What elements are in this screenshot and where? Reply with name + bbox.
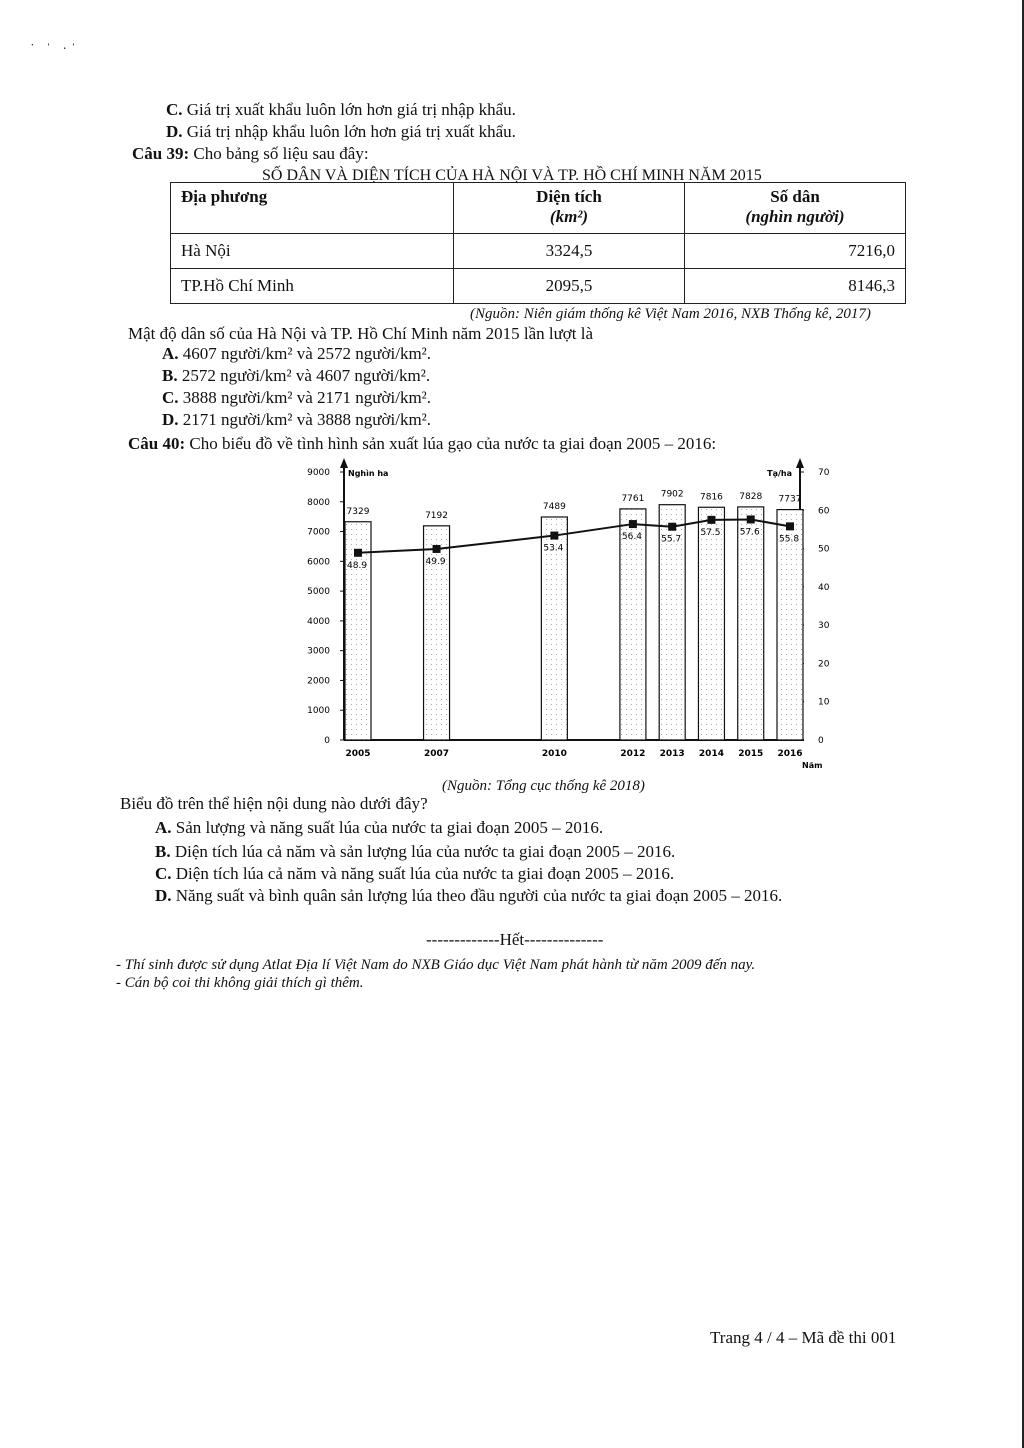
q39-heading (132, 144, 369, 164)
right-axis-arrow (796, 458, 804, 468)
table-source: (Nguồn: Niên giám thống kê Việt Nam 2016, NXB Thống kê, 2017) (470, 306, 871, 322)
option-letter: B. (155, 842, 171, 861)
option-letter: A. (162, 344, 179, 363)
option-text: 2572 người/km² và 4607 người/km². (181, 366, 431, 385)
cell-population: 8146,3 (685, 269, 906, 304)
x-axis-label: Năm (802, 761, 823, 770)
left-tick-label: 0 (324, 736, 330, 746)
cell-place: Hà Nội (171, 234, 454, 269)
q40-heading (128, 434, 716, 454)
category-label: 2007 (424, 749, 450, 759)
left-tick-label: 7000 (307, 527, 330, 538)
question-label: Câu 40: (128, 434, 186, 453)
note-proctor: - Cán bộ coi thi không giải thích gì thêm. (116, 975, 364, 991)
bar-value-label: 7902 (660, 489, 684, 500)
option-letter: C. (155, 864, 172, 883)
q38-option-d (166, 122, 516, 142)
bar-value-label: 7737 (778, 494, 802, 505)
q38-option-c (166, 100, 516, 120)
option-letter: C. (162, 388, 179, 407)
bar-value-label: 7761 (621, 493, 645, 504)
option-letter: A. (155, 818, 172, 837)
end-marker: -------------Hết-------------- (426, 930, 604, 949)
bar-value-label: 7489 (542, 501, 566, 512)
note-atlat: - Thí sinh được sử dụng Atlat Địa lí Việt Nam do NXB Giáo dục Việt Nam phát hành từ năm 2009 đến nay. (116, 957, 756, 973)
population-area-table (170, 182, 906, 304)
category-label: 2012 (620, 749, 646, 759)
bar (738, 507, 764, 740)
right-axis-label: Tạ/ha (767, 469, 792, 478)
category-label: 2015 (738, 749, 764, 759)
table-header-row (171, 183, 906, 234)
option-text: Năng suất và bình quân sản lượng lúa theo đầu người của nước ta giai đoạn 2005 – 2016. (175, 886, 783, 905)
yield-line (358, 519, 790, 552)
question-prompt: Cho biểu đồ về tình hình sản xuất lúa gạo của nước ta giai đoạn 2005 – 2016: (189, 434, 717, 453)
option-text: Diện tích lúa cả năm và sản lượng lúa của nước ta giai đoạn 2005 – 2016. (174, 842, 676, 861)
option-letter: D. (162, 410, 179, 429)
cell-area: 3324,5 (454, 234, 685, 269)
option-text: 4607 người/km² và 2572 người/km². (182, 344, 432, 363)
yield-point (668, 523, 676, 531)
rice-production-chart (300, 458, 840, 776)
option-letter: D. (166, 122, 183, 141)
yield-value-label: 48.9 (347, 560, 368, 571)
right-tick-label: 70 (818, 468, 830, 478)
chart-source: (Nguồn: Tổng cục thống kê 2018) (442, 778, 645, 794)
right-tick-label: 0 (818, 736, 824, 746)
left-tick-label: 8000 (307, 497, 330, 508)
yield-value-label: 55.8 (779, 534, 800, 545)
left-tick-label: 5000 (307, 587, 330, 598)
yield-value-label: 57.6 (739, 527, 760, 538)
bar-value-label: 7192 (425, 510, 448, 521)
yield-point (550, 532, 558, 540)
q39-option-c (162, 388, 431, 408)
left-tick-label: 6000 (307, 557, 330, 568)
option-letter: D. (155, 886, 172, 905)
cell-area: 2095,5 (454, 269, 685, 304)
left-axis-arrow (340, 458, 348, 468)
option-text: Sản lượng và năng suất lúa của nước ta giai đoạn 2005 – 2016. (175, 818, 604, 837)
q39-option-d (162, 410, 431, 430)
question-prompt: Cho bảng số liệu sau đây: (193, 144, 369, 163)
yield-point (354, 549, 362, 557)
header-area-title: Diện tích (536, 187, 602, 206)
right-tick-label: 40 (818, 582, 830, 593)
bar-value-label: 7329 (346, 506, 370, 517)
q39-option-b (162, 366, 430, 386)
yield-value-label: 56.4 (621, 532, 642, 543)
left-tick-label: 9000 (307, 468, 330, 478)
option-letter: C. (166, 100, 183, 119)
page-footer: Trang 4 / 4 – Mã đề thi 001 (710, 1328, 897, 1347)
option-text: Diện tích lúa cả năm và năng suất lúa của nước ta giai đoạn 2005 – 2016. (175, 864, 675, 883)
yield-point (433, 545, 441, 553)
option-letter: B. (162, 366, 178, 385)
q39-option-a (162, 344, 431, 364)
q39-question: Mật độ dân số của Hà Nội và TP. Hồ Chí Minh năm 2015 lần lượt là (128, 324, 594, 343)
right-tick-label: 20 (818, 659, 830, 670)
option-text: Giá trị nhập khẩu luôn lớn hơn giá trị xuất khẩu. (186, 122, 516, 141)
left-tick-label: 1000 (307, 706, 330, 717)
option-text: 2171 người/km² và 3888 người/km². (182, 410, 432, 429)
right-tick-label: 30 (818, 621, 830, 632)
header-population-title: Số dân (770, 187, 820, 206)
category-label: 2013 (659, 749, 685, 759)
scan-specks: ˙ ˈ ·ˈ (30, 42, 80, 57)
yield-value-label: 57.5 (700, 527, 721, 538)
header-area-unit: (km²) (549, 207, 589, 226)
q40-question: Biểu đồ trên thể hiện nội dung nào dưới đây? (120, 794, 428, 813)
yield-point (629, 520, 637, 528)
yield-point (747, 515, 755, 523)
yield-value-label: 53.4 (543, 543, 564, 554)
right-tick-label: 50 (818, 544, 830, 555)
table-row (171, 269, 906, 304)
yield-value-label: 49.9 (425, 556, 446, 567)
q40-option-b (155, 842, 675, 862)
option-text: Giá trị xuất khẩu luôn lớn hơn giá trị nhập khẩu. (186, 100, 516, 119)
category-label: 2005 (345, 749, 371, 759)
category-label: 2016 (777, 749, 803, 759)
header-area (454, 183, 685, 234)
header-population (685, 183, 906, 234)
bar-value-label: 7828 (739, 491, 763, 502)
q40-option-d (155, 886, 782, 906)
table-row (171, 234, 906, 269)
option-text: 3888 người/km² và 2171 người/km². (182, 388, 432, 407)
left-tick-label: 3000 (307, 646, 330, 657)
header-population-unit: (nghìn người) (745, 207, 845, 226)
right-tick-label: 10 (818, 697, 830, 708)
left-tick-label: 4000 (307, 616, 330, 627)
left-axis-label: Nghìn ha (348, 469, 389, 478)
yield-point (786, 522, 794, 530)
cell-population: 7216,0 (685, 234, 906, 269)
category-label: 2010 (541, 749, 567, 759)
yield-value-label: 55.7 (661, 534, 682, 545)
left-tick-label: 2000 (307, 676, 330, 687)
yield-point (707, 516, 715, 524)
header-place: Địa phương (171, 183, 454, 234)
bar (620, 509, 646, 740)
table-title: SỐ DÂN VÀ DIỆN TÍCH CỦA HÀ NỘI VÀ TP. HỒ CHÍ MINH NĂM 2015 (262, 167, 762, 184)
q40-option-a (155, 818, 603, 838)
bar (698, 507, 724, 740)
category-label: 2014 (698, 749, 724, 759)
cell-place: TP.Hồ Chí Minh (171, 269, 454, 304)
question-label: Câu 39: (132, 144, 190, 163)
right-tick-label: 60 (818, 506, 830, 517)
bar-value-label: 7816 (700, 492, 723, 503)
q40-option-c (155, 864, 674, 884)
